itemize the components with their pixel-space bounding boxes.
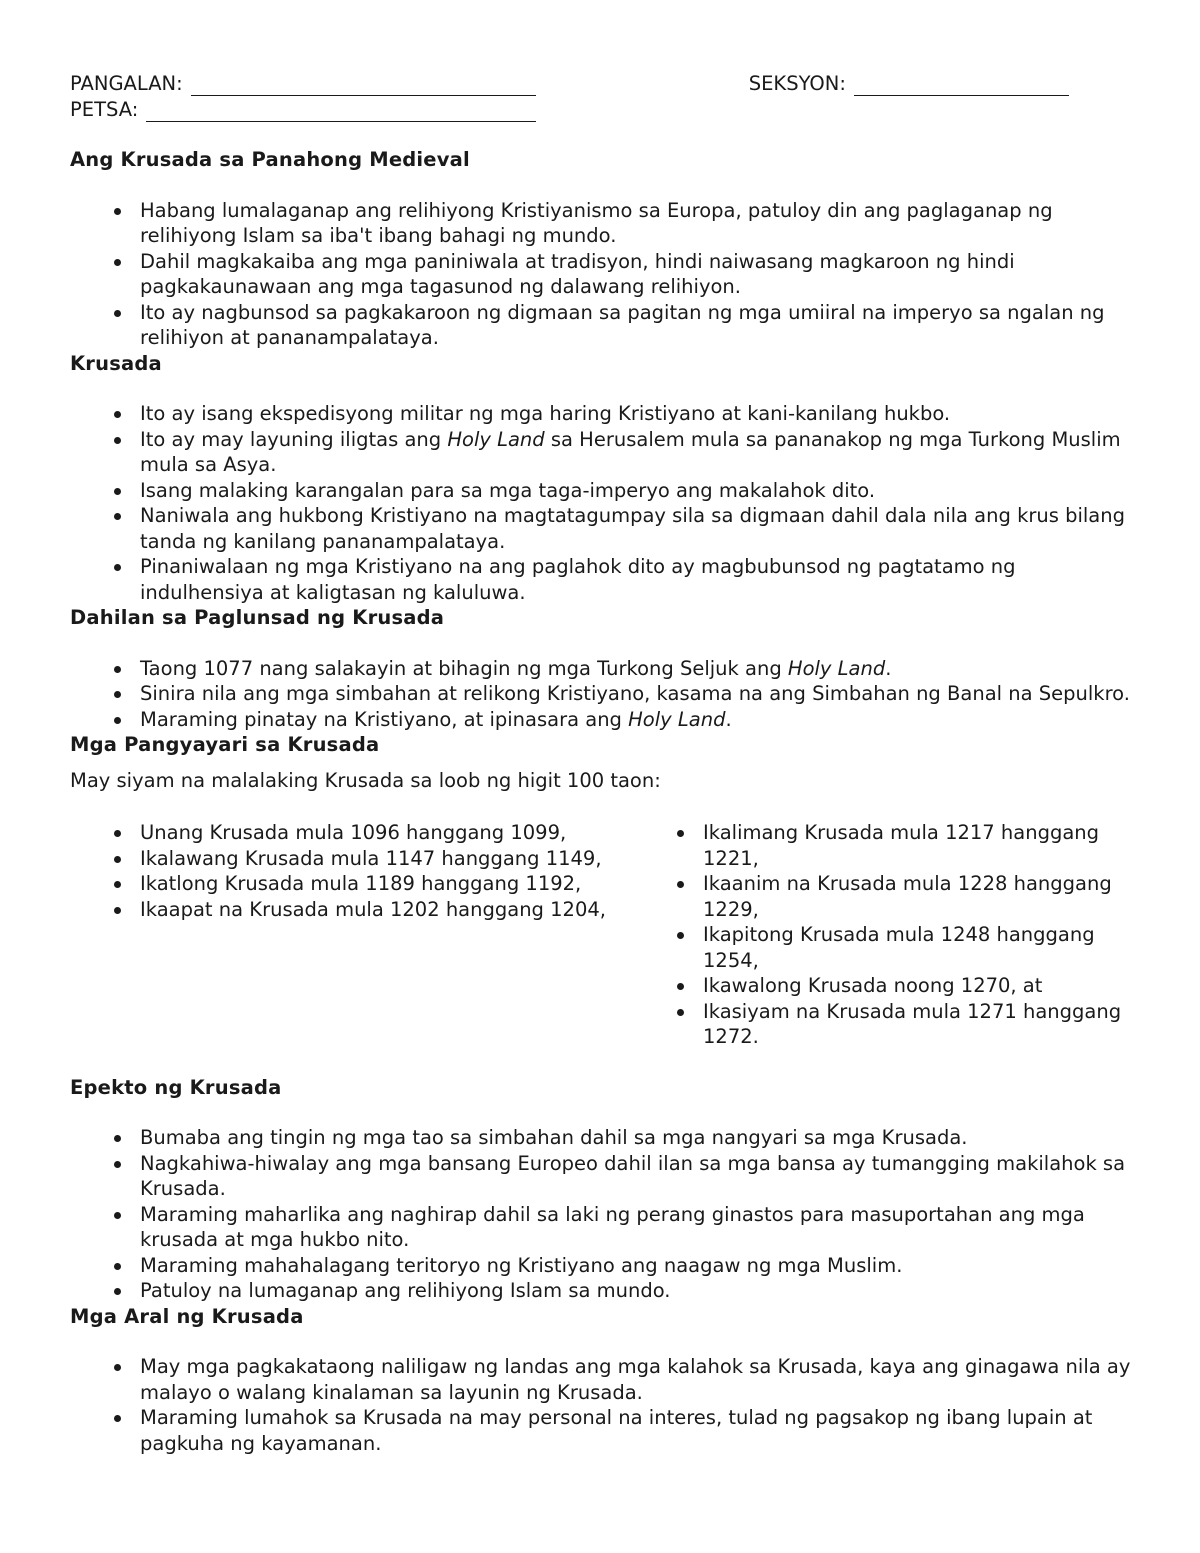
crusade-list-left xyxy=(70,820,633,1050)
date-blank-line[interactable] xyxy=(146,101,536,122)
list-item: May mga pagkakataong naliligaw ng landas ang mga kalahok sa Krusada, kaya ang ginagawa nila ay malayo o walang kinalaman sa layunin ng Krusada. xyxy=(70,1354,1135,1405)
list-item: Taong 1077 nang salakayin at bihagin ng mga Turkong Seljuk ang Holy Land. xyxy=(70,656,1135,682)
epekto-list xyxy=(70,1125,1135,1304)
section-title-krusada: Krusada xyxy=(70,351,162,375)
krusada-list xyxy=(70,401,1135,605)
section-blank-line[interactable] xyxy=(854,75,1069,96)
section-label: SEKSYON: xyxy=(748,71,846,95)
section-title-epekto: Epekto ng Krusada xyxy=(70,1075,282,1099)
list-item: Unang Krusada mula 1096 hanggang 1099, xyxy=(70,820,633,846)
section-title-aral: Mga Aral ng Krusada xyxy=(70,1304,304,1328)
list-item: Isang malaking karangalan para sa mga taga-imperyo ang makalahok dito. xyxy=(70,478,1135,504)
list-item: Ito ay nagbunsod sa pagkakaroon ng digmaan sa pagitan ng mga umiiral na imperyo sa ngalan ng relihiyon at pananampalataya. xyxy=(70,300,1135,351)
list-item: Maraming maharlika ang naghirap dahil sa laki ng perang ginastos para masuportahan ang mga krusada at mga hukbo nito. xyxy=(70,1202,1135,1253)
list-item: Ikaanim na Krusada mula 1228 hanggang 1229, xyxy=(633,871,1133,922)
crusade-list-right xyxy=(633,820,1133,1050)
pangyayari-intro: May siyam na malalaking Krusada sa loob ng higit 100 taon: xyxy=(70,768,661,792)
list-item: Patuloy na lumaganap ang relihiyong Islam sa mundo. xyxy=(70,1278,1135,1304)
section-title-pangyayari: Mga Pangyayari sa Krusada xyxy=(70,733,380,756)
list-item: Ikapitong Krusada mula 1248 hanggang 1254, xyxy=(633,922,1133,973)
list-item: Ikasiyam na Krusada mula 1271 hanggang 1272. xyxy=(633,999,1133,1050)
list-item: Maraming mahahalagang teritoryo ng Kristiyano ang naagaw ng mga Muslim. xyxy=(70,1253,1135,1279)
name-blank-line[interactable] xyxy=(191,75,536,96)
section-title-intro: Ang Krusada sa Panahong Medieval xyxy=(70,148,470,171)
list-item: Nagkahiwa-hiwalay ang mga bansang Europeo dahil ilan sa mga bansa ay tumangging makilahok sa Krusada. xyxy=(70,1151,1135,1202)
crusade-columns xyxy=(70,820,1135,1050)
list-item: Bumaba ang tingin ng mga tao sa simbahan dahil sa mga nangyari sa mga Krusada. xyxy=(70,1125,1135,1151)
date-label: PETSA: xyxy=(70,97,139,121)
list-item: Maraming pinatay na Kristiyano, at ipinasara ang Holy Land. xyxy=(70,707,1135,733)
header-row-1 xyxy=(70,70,1135,96)
list-item: Habang lumalaganap ang relihiyong Kristiyanismo sa Europa, patuloy din ang paglaganap ng relihiyong Islam sa iba't ibang bahagi ng mundo. xyxy=(70,198,1135,249)
list-item: Ikawalong Krusada noong 1270, at xyxy=(633,973,1133,999)
worksheet-page xyxy=(70,70,1135,1456)
holy-land-term: Holy Land xyxy=(628,707,726,731)
list-item: Ito ay isang ekspedisyong militar ng mga haring Kristiyano at kani-kanilang hukbo. xyxy=(70,401,1135,427)
list-item: Ikatlong Krusada mula 1189 hanggang 1192, xyxy=(70,871,633,897)
list-item: Maraming lumahok sa Krusada na may personal na interes, tulad ng pagsakop ng ibang lupain at pagkuha ng kayamanan. xyxy=(70,1405,1135,1456)
list-item-holy-land: Ito ay may layuning iligtas ang Holy Land sa Herusalem mula sa pananakop ng mga Turkong Muslim mula sa Asya. xyxy=(70,427,1135,478)
header-row-2 xyxy=(70,96,1135,122)
list-item: Ikalawang Krusada mula 1147 hanggang 1149, xyxy=(70,846,633,872)
section-title-dahilan: Dahilan sa Paglunsad ng Krusada xyxy=(70,606,445,629)
list-item: Ikalimang Krusada mula 1217 hanggang 1221, xyxy=(633,820,1133,871)
intro-list xyxy=(70,198,1135,351)
holy-land-term: Holy Land xyxy=(447,427,545,451)
name-label: PANGALAN: xyxy=(70,71,183,95)
list-item: Dahil magkakaiba ang mga paniniwala at tradisyon, hindi naiwasang magkaroon ng hindi pagkakaunawaan ang mga tagasunod ng dalawang relihiyon. xyxy=(70,249,1135,300)
holy-land-term: Holy Land xyxy=(787,656,886,680)
list-item: Pinaniwalaan ng mga Kristiyano na ang paglahok dito ay magbubunsod ng pagtatamo ng indulhensiya at kaligtasan ng kaluluwa. xyxy=(70,554,1135,605)
list-item: Ikaapat na Krusada mula 1202 hanggang 1204, xyxy=(70,897,633,923)
list-item: Naniwala ang hukbong Kristiyano na magtatagumpay sila sa digmaan dahil dala nila ang krus bilang tanda ng kanilang pananampalataya. xyxy=(70,503,1135,554)
list-item: Sinira nila ang mga simbahan at relikong Kristiyano, kasama na ang Simbahan ng Banal na Sepulkro. xyxy=(70,681,1135,707)
dahilan-list xyxy=(70,656,1135,733)
aral-list xyxy=(70,1354,1135,1456)
